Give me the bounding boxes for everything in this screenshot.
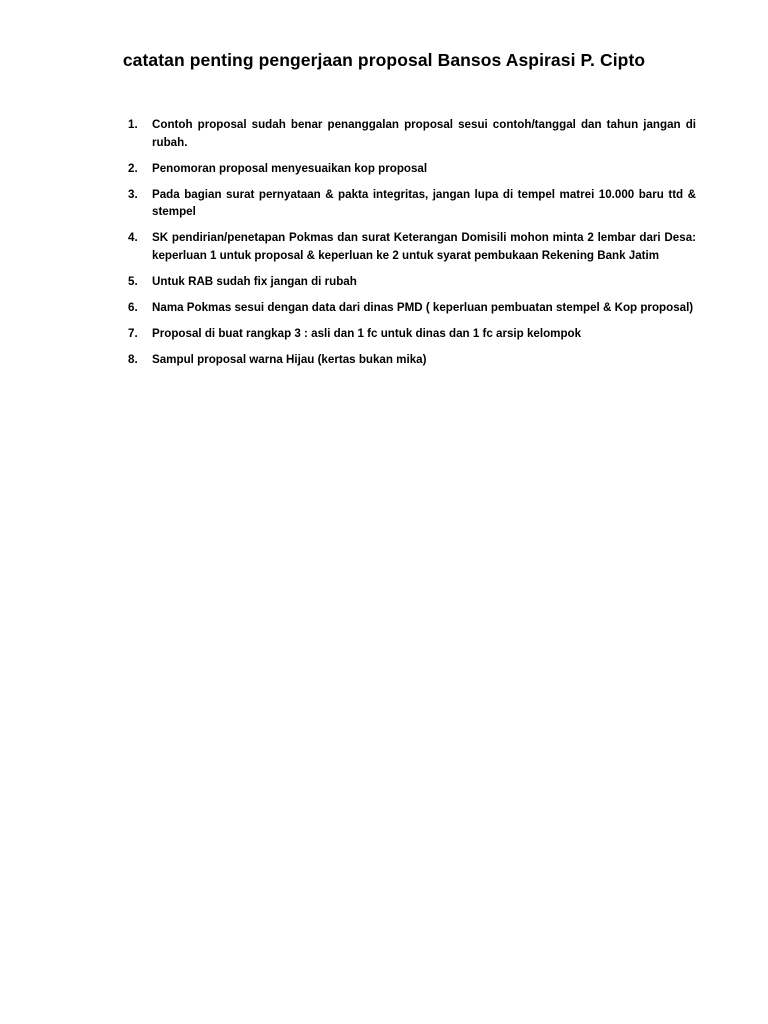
item-number: 8. (128, 352, 138, 366)
item-number: 1. (128, 118, 138, 131)
list-item (128, 299, 696, 317)
item-text: Pada bagian surat pernyataan & pakta integritas, jangan lupa di tempel matrei 10.000 baru ttd & stempel (152, 187, 696, 218)
item-number: 3. (128, 187, 138, 201)
item-number: 5. (128, 274, 138, 288)
item-number: 6. (128, 300, 138, 314)
list-item (128, 186, 696, 221)
item-text: Nama Pokmas sesui dengan data dari dinas PMD ( keperluan pembuatan stempel & Kop proposal) (152, 300, 694, 314)
document-title: catatan penting pengerjaan proposal Bansos Aspirasi P. Cipto (122, 50, 646, 70)
list-item (128, 325, 696, 343)
item-text: SK pendirian/penetapan Pokmas dan surat Keterangan Domisili mohon minta 2 lembar dari Desa: keperluan 1 untuk proposal & keperluan ke 2 untuk syarat pembukaan Rekening Bank Jatim (152, 231, 696, 262)
item-text: Sampul proposal warna Hijau (kertas bukan mika) (152, 352, 427, 366)
list-item (128, 273, 696, 291)
notes-list (128, 116, 696, 377)
item-text: Untuk RAB sudah fix jangan di rubah (152, 274, 357, 288)
item-text: Proposal di buat rangkap 3 : asli dan 1 fc untuk dinas dan 1 fc arsip kelompok (152, 326, 582, 340)
list-item (128, 351, 696, 369)
item-number: 2. (128, 161, 138, 175)
list-item (128, 160, 696, 178)
item-text: Contoh proposal sudah benar penanggalan proposal sesui contoh/tanggal dan tahun jangan di rubah. (152, 118, 696, 149)
list-item (128, 229, 696, 264)
list-item (128, 116, 696, 151)
item-number: 4. (128, 231, 138, 244)
item-number: 7. (128, 326, 138, 340)
item-text: Penomoran proposal menyesuaikan kop proposal (152, 161, 428, 175)
